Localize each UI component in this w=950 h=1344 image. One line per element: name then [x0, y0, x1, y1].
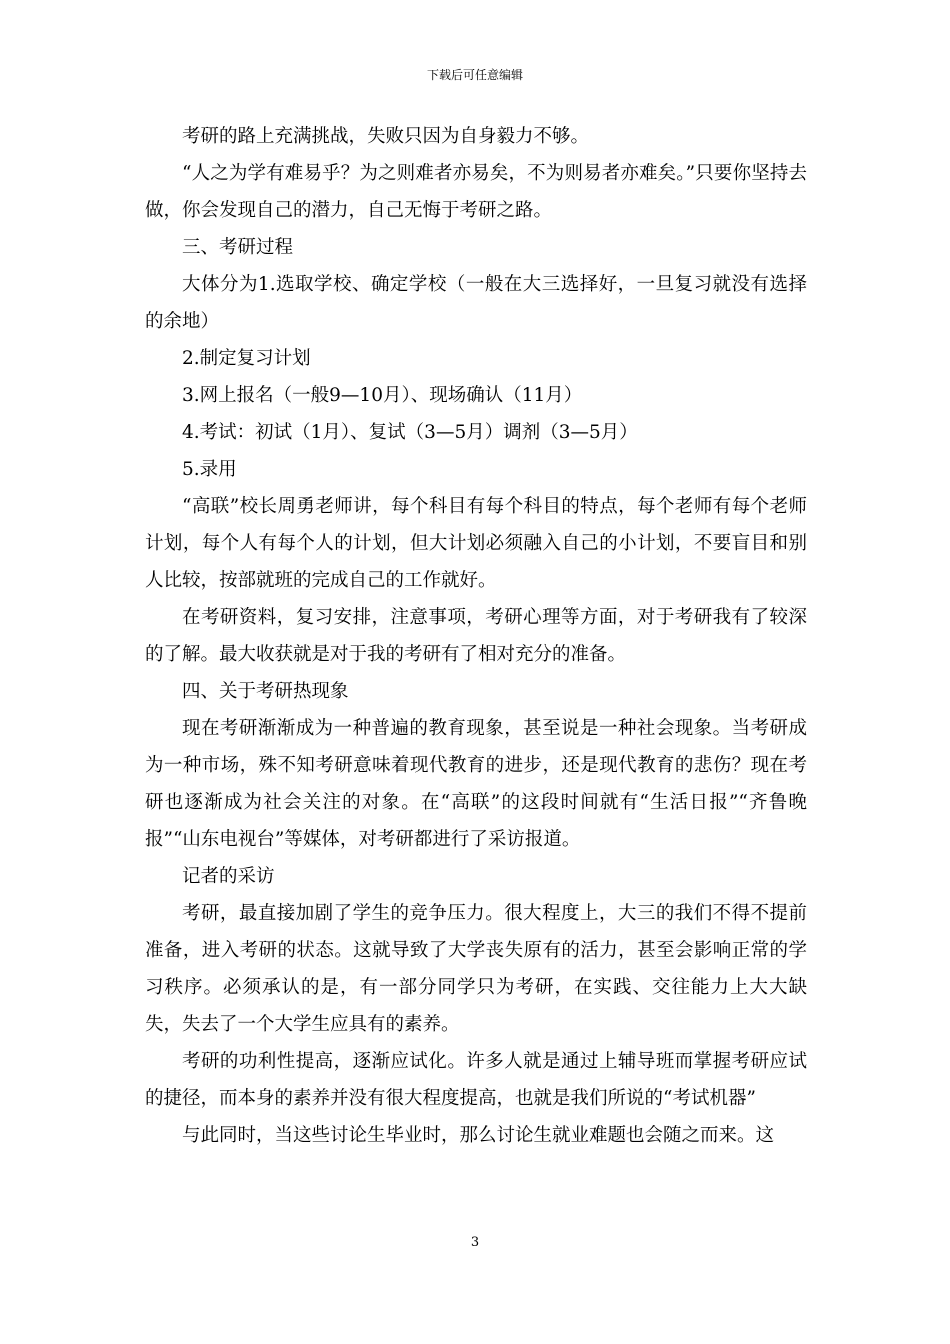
paragraph: 考研的功利性提高，逐渐应试化。许多人就是通过上辅导班而掌握考研应试的捷径，而本身的素养并没有很大程度提高，也就是我们所说的“考试机器” — [145, 1051, 807, 1109]
paragraph: 在考研资料，复习安排，注意事项，考研心理等方面，对于考研我有了较深的了解。最大收获就是对于我的考研有了相对充分的准备。 — [145, 607, 807, 665]
paragraph: 大体分为1.选取学校、确定学校（一般在大三选择好，一旦复习就没有选择的余地） — [145, 274, 807, 332]
document-body — [145, 118, 807, 1154]
list-item: 4.考试：初试（1月）、复试（3—5月）调剂（3—5月） — [182, 422, 638, 443]
paragraph: 现在考研渐渐成为一种普遍的教育现象，甚至说是一种社会现象。当考研成为一种市场，殊不知考研意味着现代教育的进步，还是现代教育的悲伤？现在考研也逐渐成为社会关注的对象。在“高联”的这段时间就有“生活日报”“齐鲁晚报”“山东电视台”等媒体，对考研都进行了采访报道。 — [145, 718, 807, 850]
page-number: 3 — [470, 1235, 480, 1250]
paragraph: “人之为学有难易乎？为之则难者亦易矣，不为则易者亦难矣。”只要你坚持去做，你会发现自己的潜力，自己无悔于考研之路。 — [145, 163, 807, 221]
paragraph: “高联”校长周勇老师讲，每个科目有每个科目的特点，每个老师有每个老师计划，每个人有每个人的计划，但大计划必须融入自己的小计划，不要盲目和别人比较，按部就班的完成自己的工作就好。 — [145, 496, 807, 591]
page-header-note: 下载后可任意编辑 — [426, 68, 523, 82]
list-item: 3.网上报名（一般9—10月）、现场确认（11月） — [182, 385, 583, 406]
sub-heading: 记者的采访 — [182, 866, 275, 887]
section-heading: 四、关于考研热现象 — [182, 681, 349, 702]
section-heading: 三、考研过程 — [182, 237, 294, 258]
paragraph: 考研，最直接加剧了学生的竞争压力。很大程度上，大三的我们不得不提前准备，进入考研的状态。这就导致了大学丧失原有的活力，甚至会影响正常的学习秩序。必须承认的是，有一部分同学只为考研，在实践、交往能力上大大缺失，失去了一个大学生应具有的素养。 — [145, 903, 807, 1035]
list-item: 5.录用 — [182, 459, 237, 480]
paragraph: 与此同时，当这些讨论生毕业时，那么讨论生就业难题也会随之而来。这 — [182, 1125, 775, 1146]
list-item: 2.制定复习计划 — [182, 348, 311, 369]
paragraph: 考研的路上充满挑战，失败只因为自身毅力不够。 — [182, 126, 590, 147]
